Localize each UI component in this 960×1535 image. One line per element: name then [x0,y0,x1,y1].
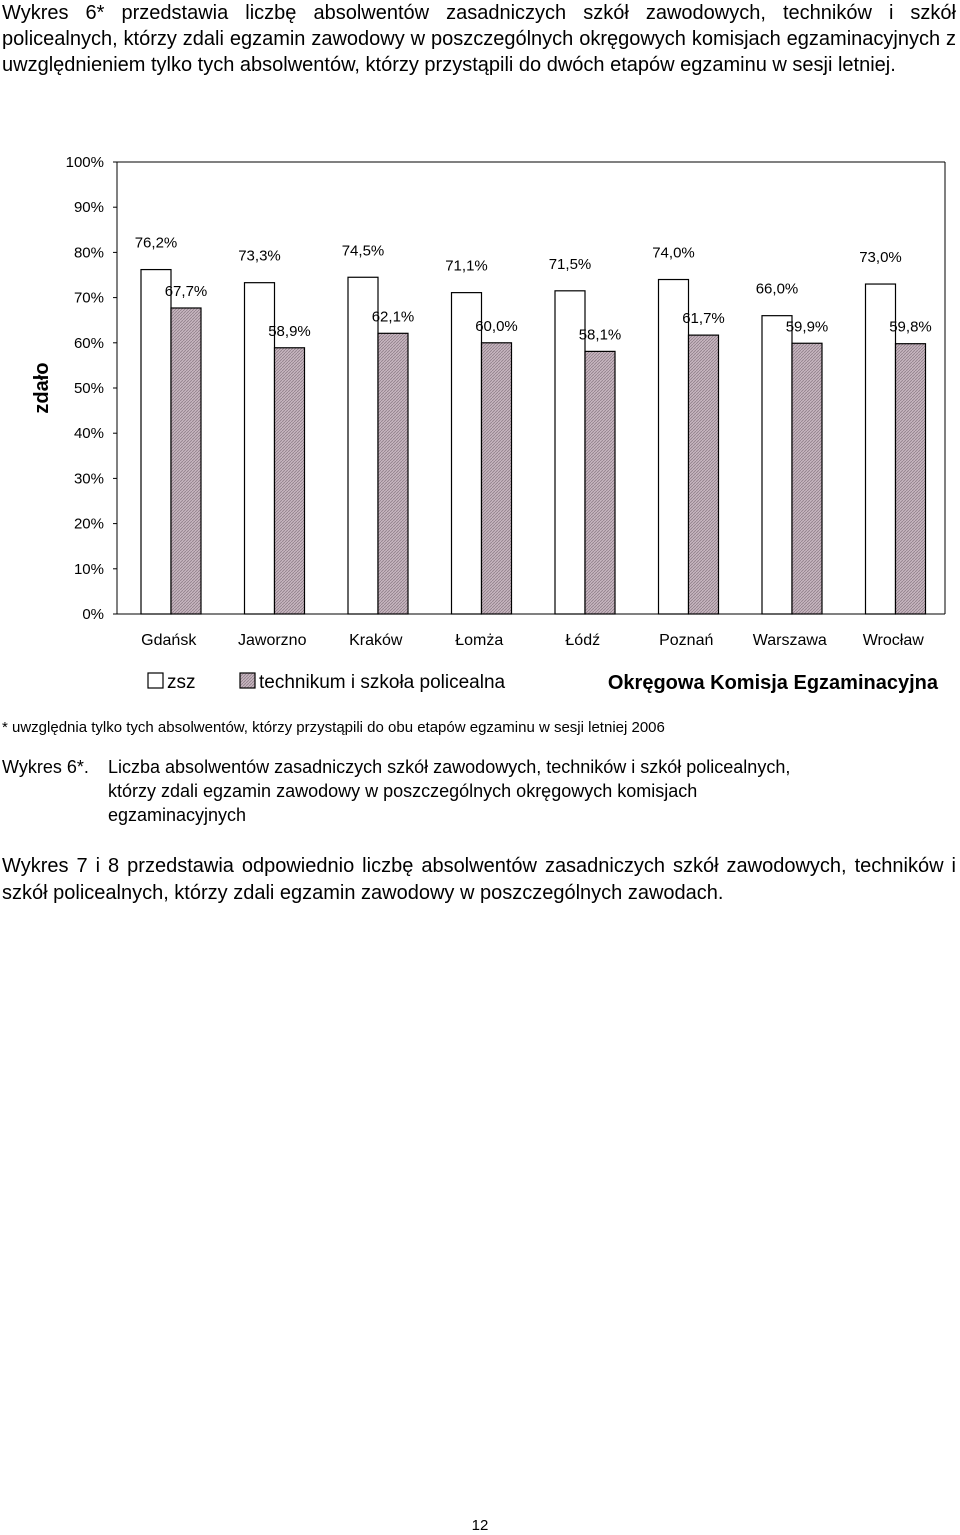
y-tick-label: 40% [73,425,104,443]
legend-swatch-zsz [148,673,163,688]
data-label: 60,0% [475,317,518,335]
chart-legend [148,672,939,694]
y-tick-label: 90% [73,199,104,217]
x-tick-label: Łódź [565,632,601,649]
chart-footnote: * uwzględnia tylko tych absolwentów, którzy przystąpili do obu etapów egzaminu w sesji letniej 2006 [2,719,665,736]
y-tick-label: 20% [73,515,104,533]
bar-chart [0,140,960,710]
bar-technikum [482,343,512,614]
data-label: 73,3% [238,247,281,265]
data-label: 71,1% [445,257,488,275]
chart-caption [2,755,942,827]
page-number: 12 [471,1517,489,1534]
bar-zsz [762,316,792,614]
x-tick-label: Łomża [455,632,504,649]
data-label: 58,9% [268,322,311,340]
bar-technikum [689,335,719,614]
y-tick-label: 60% [73,334,104,352]
bar-zsz [452,293,482,614]
data-label: 59,9% [785,318,829,336]
y-tick-label: 80% [73,244,104,262]
legend-swatch-technikum [240,673,255,688]
y-tick-label: 100% [65,154,104,171]
data-label: 74,0% [652,244,695,262]
x-tick-label: Warszawa [752,632,827,649]
x-tick-label: Kraków [349,632,403,649]
data-label: 59,8% [889,318,932,336]
data-label: 66,0% [755,280,799,298]
intro-paragraph: Wykres 6* przedstawia liczbę absolwentów zasadniczych szkół zawodowych, techników i szkół policealnych, którzy zdali egzamin zawodowy w poszczególnych okręgowych komisjach egzaminacyjnych z uwzględnieniem tylko tych absolwentów, którzy przystąpili do dwóch etapów egzaminu w sesji letniej. [2,2,956,76]
bar-technikum [378,333,408,614]
data-label: 67,7% [164,282,208,300]
x-tick-label: Wrocław [862,632,924,649]
second-paragraph: Wykres 7 i 8 przedstawia odpowiednio liczbę absolwentów zasadniczych szkół zawodowych, techników i szkół policealnych, którzy zdali egzamin zawodowy w poszczególnych zawodach. [2,855,956,904]
bar-zsz [348,277,378,614]
chart-svg [0,140,960,710]
caption-line-2: którzy zdali egzamin zawodowy w poszczególnych okręgowych komisjach [108,781,698,801]
data-label: 58,1% [578,326,622,344]
bar-technikum [275,348,305,614]
legend-label-technikum: technikum i szkoła policealna [259,672,506,693]
data-label: 73,0% [859,249,902,267]
x-tick-label: Poznań [659,632,714,649]
caption-line-3: egzaminacyjnych [108,805,247,825]
data-label: 71,5% [548,255,592,273]
data-label: 74,5% [341,242,385,260]
y-axis-title: zdało [31,362,53,414]
y-tick-label: 70% [73,289,104,307]
bar-technikum [792,343,822,614]
x-tick-label: Jaworzno [238,632,307,649]
bar-technikum [171,308,201,614]
bar-technikum [585,351,615,614]
data-label: 62,1% [371,308,415,326]
y-tick-label: 0% [82,606,104,623]
caption-line-1: Liczba absolwentów zasadniczych szkół zawodowych, techników i szkół policealnych, [108,757,791,777]
bar-zsz [659,280,689,614]
legend-label-zsz: zsz [167,672,196,693]
x-tick-label: Gdańsk [141,632,197,649]
y-tick-label: 30% [73,470,104,488]
bar-zsz [141,270,171,614]
caption-label: Wykres 6*. [2,757,89,777]
chart-source: Okręgowa Komisja Egzaminacyjna [607,672,938,694]
data-label: 61,7% [682,310,725,328]
y-tick-label: 10% [73,560,104,578]
bar-technikum [896,344,926,614]
data-label: 76,2% [134,234,178,252]
y-tick-label: 50% [73,380,104,397]
